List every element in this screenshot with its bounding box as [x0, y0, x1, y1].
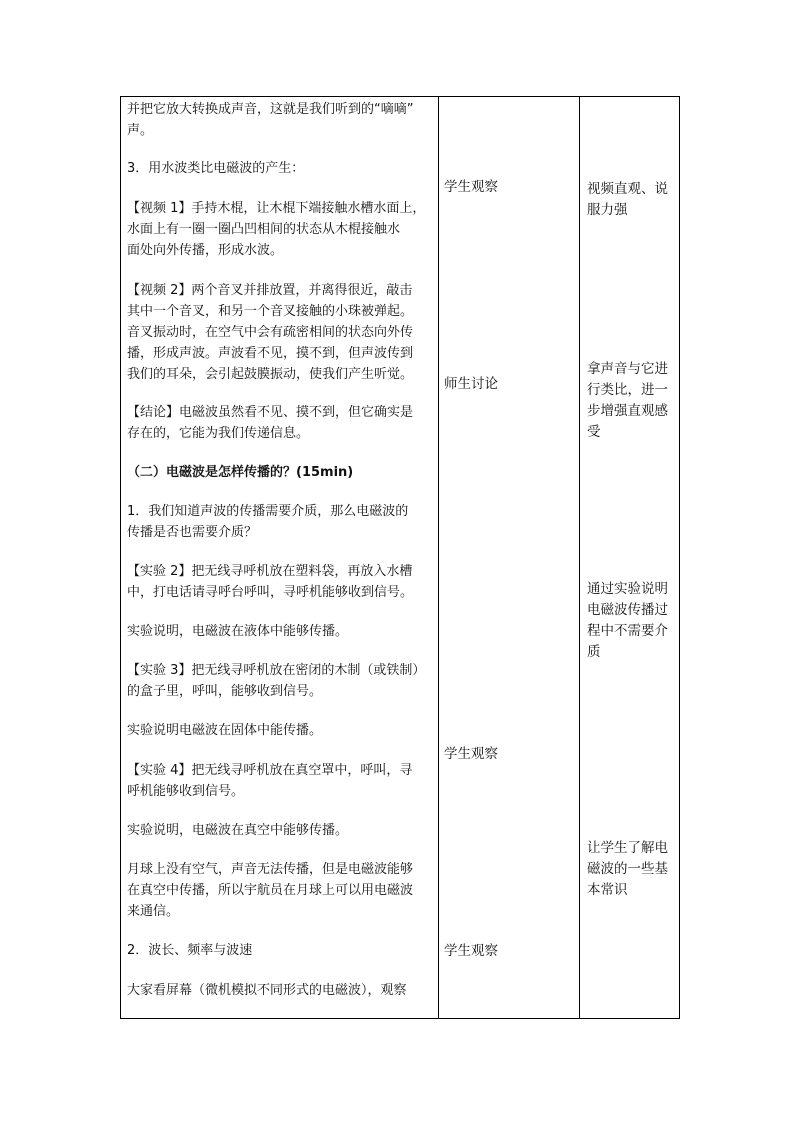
video-2-text: 播，形成声波。声波看不见，摸不到，但声波传到 [127, 346, 414, 361]
section-heading: （二）电磁波是怎样传播的？(15min) [127, 465, 354, 480]
column-divider [438, 97, 439, 1018]
activity-label: 师生讨论 [444, 376, 498, 392]
video-2-text: 【视频 2】两个音叉并排放置，并离得很近，敲击 [127, 283, 413, 298]
activity-label: 学生观察 [444, 746, 498, 762]
video-1-text: 【视频 1】手持木棍，让木棍下端接触水槽水面上， [127, 201, 426, 216]
video-1-text: 面处向外传播，形成水波。 [127, 243, 284, 258]
experiment-4-text: 【实验 4】把无线寻呼机放在真空罩中，呼叫，寻 [127, 763, 413, 778]
intent-text: 让学生了解电 [587, 840, 668, 856]
question-text: 传播是否也需要介质？ [127, 525, 258, 540]
lesson-table [120, 96, 680, 1019]
experiment-3-text: 的盒子里，呼叫，能够收到信号。 [127, 684, 323, 699]
experiment-2-text: 【实验 2】把无线寻呼机放在塑料袋，再放入水槽 [127, 564, 413, 579]
experiment-2-text: 中，打电话请寻呼台呼叫，寻呼机能够收到信号。 [127, 585, 414, 600]
section-item: 2．波长、频率与波速 [127, 943, 253, 958]
intent-text: 通过实验说明 [587, 581, 668, 597]
question-text: 1．我们知道声波的传播需要介质，那么电磁波的 [127, 504, 409, 519]
experiment-note: 实验说明电磁波在固体中能传播。 [127, 723, 323, 738]
experiment-3-text: 【实验 3】把无线寻呼机放在密闭的木制（或铁制） [127, 663, 426, 678]
intent-text: 服力强 [587, 202, 628, 218]
conclusion-text: 【结论】电磁波虽然看不见、摸不到，但它确实是 [127, 405, 414, 420]
text-line: 声。 [127, 123, 154, 138]
moon-text: 月球上没有空气，声音无法传播，但是电磁波能够 [127, 862, 414, 877]
intent-text: 受 [587, 424, 601, 440]
video-2-text: 音叉振动时，在空气中会有疏密相间的状态向外传 [127, 325, 414, 340]
intent-text: 质 [587, 644, 601, 660]
intent-text: 程中不需要介 [587, 623, 668, 639]
intent-text: 电磁波传播过 [587, 602, 668, 618]
experiment-4-text: 呼机能够收到信号。 [127, 784, 245, 799]
video-2-text: 我们的耳朵，会引起鼓膜振动，使我们产生听觉。 [127, 367, 414, 382]
video-1-text: 水面上有一圈一圈凸凹相间的状态从木棍接触水 [127, 222, 401, 237]
activity-label: 学生观察 [444, 943, 498, 959]
text-line: 并把它放大转换成声音，这就是我们听到的“嘀嘀” [127, 102, 414, 117]
moon-text: 在真空中传播，所以宇航员在月球上可以用电磁波 [127, 883, 414, 898]
conclusion-text: 存在的，它能为我们传递信息。 [127, 426, 310, 441]
intent-text: 视频直观、说 [587, 181, 668, 197]
experiment-note: 实验说明，电磁波在液体中能够传播。 [127, 624, 349, 639]
experiment-note: 实验说明，电磁波在真空中能够传播。 [127, 823, 349, 838]
intent-text: 行类比，进一 [587, 382, 668, 398]
screen-text: 大家看屏幕（微机模拟不同形式的电磁波），观察 [127, 983, 407, 998]
moon-text: 来通信。 [127, 904, 180, 919]
activity-label: 学生观察 [444, 179, 498, 195]
intent-text: 拿声音与它进 [587, 361, 668, 377]
video-2-text: 其中一个音叉，和另一个音叉接触的小珠被弹起。 [127, 304, 414, 319]
column-divider [579, 97, 580, 1018]
intent-text: 磁波的一些基 [587, 861, 668, 877]
section-item: 3．用水波类比电磁波的产生： [127, 161, 305, 176]
intent-text: 本常识 [587, 882, 628, 898]
intent-text: 步增强直观感 [587, 403, 668, 419]
